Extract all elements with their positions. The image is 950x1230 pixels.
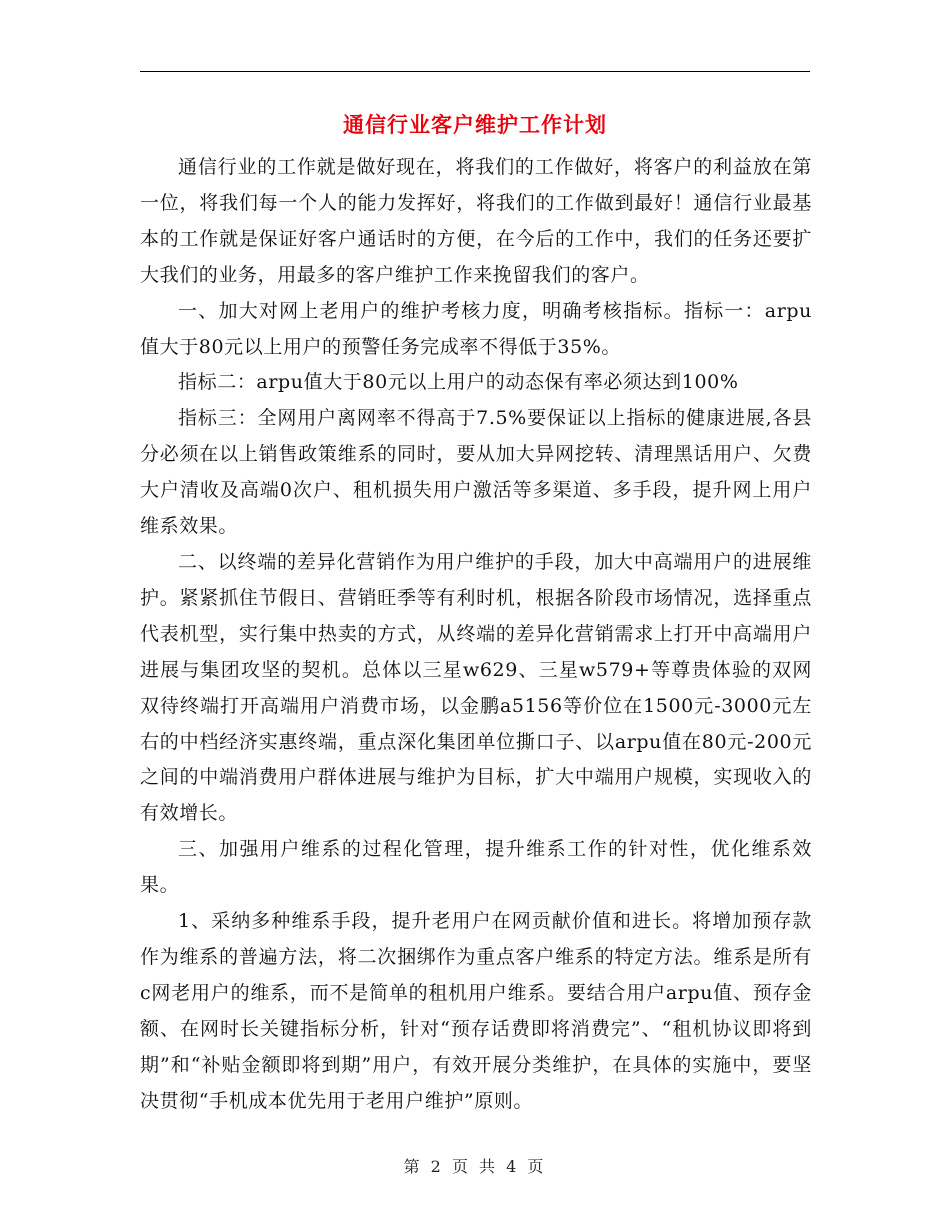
paragraph-section-2: 二、以终端的差异化营销作为用户维护的手段，加大中高端用户的进展维护。紧紧抓住节假日、营销旺季等有利时机，根据各阶段市场情况，选择重点代表机型，实行集中热卖的方式，从终端的差异化营销需求上打开中高端用户进展与集团攻坚的契机。总体以三星w629、三星w579+等尊贵体验的双网双待终端打开高端用户消费市场，以金鹏a5156等价位在1500元-3000元左右的中档经济实惠终端，重点深化集团单位撕口子、以arpu值在80元-200元之间的中端消费用户群体进展与维护为目标，扩大中端用户规模，实现收入的有效增长。	[140, 550, 812, 825]
paragraph-indicator-2: 指标二：arpu值大于80元以上用户的动态保有率必须达到100%	[178, 371, 739, 394]
paragraph-section-1: 一、加大对网上老用户的维护考核力度，明确考核指标。指标一：arpu值大于80元以上用户的预警任务完成率不得低于35%。	[140, 299, 812, 358]
paragraph-indicator-3: 指标三：全网用户离网率不得高于7.5%要保证以上指标的健康进展,各县分必须在以上销售政策维系的同时，要从加大异网挖转、清理黑话用户、欠费大户清收及高端0次户、租机损失用户激活等多渠道、多手段，提升网上用户维系效果。	[140, 407, 812, 538]
paragraph-intro: 通信行业的工作就是做好现在，将我们的工作做好，将客户的利益放在第一位，将我们每一个人的能力发挥好，将我们的工作做到最好！通信行业最基本的工作就是保证好客户通话时的方便，在今后的工作中，我们的任务还要扩大我们的业务，用最多的客户维护工作来挽留我们的客户。	[140, 156, 812, 286]
document-body	[140, 150, 812, 1119]
paragraph-item-1: 1、采纳多种维系手段，提升老用户在网贡献价值和进长。将增加预存款作为维系的普遍方法，将二次捆绑作为重点客户维系的特定方法。维系是所有c网老用户的维系，而不是简单的租机用户维系。要结合用户arpu值、预存金额、在网时长关键指标分析，针对“预存话费即将消费完”、“租机协议即将到期”和“补贴金额即将到期”用户，有效开展分类维护，在具体的实施中，要坚决贯彻“手机成本优先用于老用户维护”原则。	[140, 910, 812, 1112]
header-rule	[140, 71, 810, 72]
page-footer: 第 2 页 共 4 页	[403, 1157, 547, 1176]
paragraph-section-3: 三、加强用户维系的过程化管理，提升维系工作的针对性，优化维系效果。	[140, 838, 812, 897]
document-title: 通信行业客户维护工作计划	[343, 113, 607, 137]
